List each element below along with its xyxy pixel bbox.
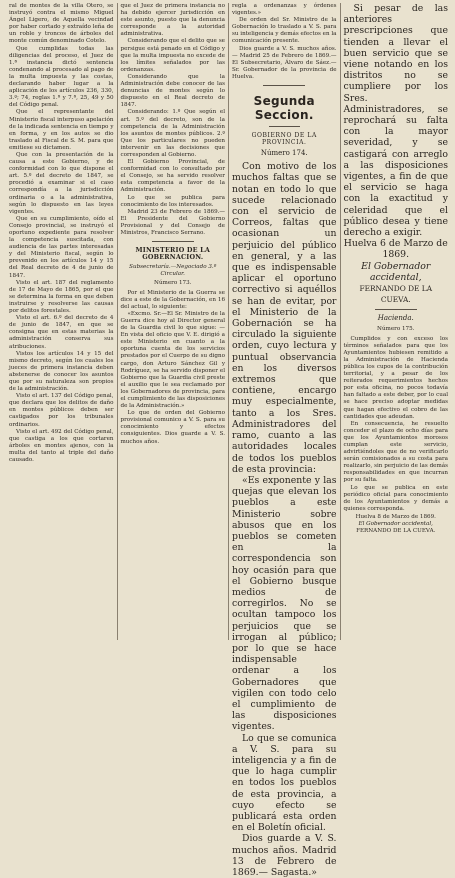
paragraph: regla a ordenanzas y órdenes vigentes.» bbox=[232, 3, 337, 17]
paragraph: Madrid 23 de Febrero de 1869.—El Presidente del Gobierno Provisional y del Consejo de Ministros, Francisco Serrano. bbox=[120, 208, 225, 236]
date-line: Huelva 6 de Marzo de 1869. bbox=[343, 238, 448, 261]
large-type-block bbox=[344, 3, 449, 305]
hacienda-heading: Hacienda. bbox=[377, 314, 414, 323]
signature-title: El Gobernador accidental, bbox=[361, 260, 431, 283]
paragraph: Visto el art. 492 del Código penal, que castiga a los que cortaren árboles en montes ajenos, con la multa del tanto al triple del daño causado. bbox=[9, 428, 114, 463]
paragraph: Que el representante del Ministerio fiscal interpuso apelación de la indicada sentencia en tiempo y en forma, y en los autos se dio traslado al Fiscal de S. M. para que emitiese su dictamen. bbox=[9, 109, 114, 151]
divider bbox=[375, 309, 417, 310]
paragraph: Lo que se comunica a V. S. para su inteligencia y a fin de que lo haga cumplir en todos los pueblos de esta provincia, a cuyo efecto se publicará esta orden en el Boletín oficial. bbox=[232, 732, 337, 834]
paragraph: que el Juez de primera instancia no ha debido ejercer jurisdicción en este asunto, puesto que la denuncia corresponde a la autoridad administrativa. bbox=[120, 3, 225, 38]
column-3 bbox=[228, 3, 340, 878]
paragraph: Visto el art. 6.º del decreto de 4 de junio de 1847, en que se consigna que en estas materias la administración conserva sus atribuciones. bbox=[9, 315, 114, 350]
paragraph: Lo que de orden del Gobierno provisional comunico a V. S. para su conocimiento y efectos consiguientes. Dios guarde a V. S. muchos años. bbox=[120, 410, 225, 445]
paragraph: Lo que se publica para conocimiento de los interesados. bbox=[120, 194, 225, 208]
circular-label: Circular. bbox=[160, 271, 185, 278]
paragraph: Que cumplidas todas las diligencias del proceso, el Juez de 1.ª instancia dictó sentencia condenando al procesado al pago de la multa impuesta y las costas, declarando haber lugar a la aplicación de los artículos 236, 330, 3.º; 74, reglas 1.ª y 7.ª, 25, 49 y 50 del Código penal. bbox=[9, 45, 114, 109]
paragraph: De orden del Sr. Ministro de la Gobernación lo traslado a V. S. para su inteligencia y demás efectos en la comunicación presente. bbox=[232, 17, 337, 45]
section-heading: Segunda Seccion. bbox=[253, 94, 315, 123]
paragraph: Que con la presentación de la causa a este Gobierno, y de conformidad con lo que dispone el art. 5.º del decreto de 1847, se procedió a examinar si el caso correspondía a la jurisdicción ordinaria o a la administrativa, según lo dispuesto en las leyes vigentes. bbox=[9, 151, 114, 215]
divider bbox=[269, 126, 300, 127]
notice-number: Número 173. bbox=[154, 280, 192, 287]
paragraph: ral de montes de la villa Otero, se instruyó contra el mismo Miguel Ángel Ligero, de Aquella vecindad por haber cortado y extraído leña de un roble y troncos de árboles del monte común denominado Cotelo. bbox=[9, 3, 114, 45]
paragraph: Considerando: 1.º Que según el art. 5.º del decreto, son de la competencia de la Administración los asuntos de montes públicos. 2.º Que los particulares no pueden intervenir en las decisiones que corresponden al Gobierno. bbox=[120, 109, 225, 158]
notice-number: Número 174. bbox=[260, 149, 308, 158]
ministry-heading: MINISTERIO DE LA GOBERNACION. bbox=[135, 246, 211, 262]
paragraph: Dios guarde a V. S. muchos años.— Madrid 25 de Febrero de 1869.—El Subsecretario, Álvaro de Sáez.—Sr. Gobernador de la provincia de Huelva. bbox=[232, 45, 337, 80]
signature-name: FERNANDO DE LA CUEVA. bbox=[359, 284, 433, 305]
large-type-block bbox=[232, 149, 337, 878]
paragraph: El Gobierno Provincial, de conformidad con lo consultado por el Consejo, se ha servido resolver esta competencia a favor de la Administración. bbox=[120, 159, 225, 194]
signature-title: El Gobernador accidental, bbox=[358, 521, 433, 528]
paragraph: Lo que se publica en este periódico oficial para conocimiento de los Ayuntamientos y demás a quienes corresponda. bbox=[343, 484, 448, 512]
signature-name: FERNANDO DE LA CUEVA. bbox=[356, 528, 436, 535]
divider bbox=[152, 241, 194, 242]
column-2 bbox=[117, 3, 229, 640]
paragraph: Con motivo de los muchos faltas que se notan en todo lo que sucede relacionado con el servicio de Correos, faltas que ocasionan un perjuicio del público en general, y a las que es indispensable aplicar el oportuno correctivo si aquéllos se han de evitar, por el Ministerio de la Gobernación se ha circulado la siguiente orden, cuyo lectura y puntual observancia en los diversos extremos que contiene, encargo muy especialmente, tanto a los Sres. Administradores del ramo, cuanto a las autoridades locales de todos los pueblos de esta provincia: bbox=[232, 161, 337, 475]
government-heading: GOBIERNO DE LA PROVINCIA. bbox=[251, 132, 317, 147]
paragraph: Visto el art. 187 del reglamento de 17 de Mayo de 1865, por el que se determina la forma en que deben instruirse y resolverse las causas por delitos forestales. bbox=[9, 279, 114, 315]
subsecretaria-line: Subsecretaría.—Negociado 3.º bbox=[129, 264, 217, 271]
paragraph: Considerando que la Administración debe conocer de las denuncias de montes según lo dispuesto en el Real decreto de 1847. bbox=[120, 73, 225, 109]
paragraph: En consecuencia, he resuelto conceder el plazo de ocho días para que los Ayuntamientos morosos cumplan este servicio, advirtiéndoles que de no verificarlo serán comisionados a su costa para realizarlo, sin perjuicio de las demás responsabilidades en que incurran por su falta. bbox=[343, 420, 448, 484]
paragraph: Si pesar de las anteriores prescripciones que tienden a llevar el buen servicio que se viene notando en los distritos no se cumpliere por los Sres. Administradores, se reprochará su falta con la mayor severidad, y se castigará con arreglo a las disposiciones vigentes, a fin de que el servicio se haga con la exactitud y celeridad que el público desea y tiene derecho a exigir. bbox=[343, 3, 448, 239]
paragraph: Considerando que el delito que se persigue está penado en el Código y que la multa impuesta no excede de los límites señalados por las ordenanzas. bbox=[120, 38, 225, 73]
paragraph: «Es exponente y las quejas que elevan los pueblos a este Ministerio sobre abusos que en los pueblos se cometen en la correspondencia son hoy ocasión para que el Gobierno busque medios de corregirlos. No se ocultan tampoco los perjuicios que se irrogan al público; por lo que se hace indispensable ordenar a los Gobernadores que vigilen con todo celo el cumplimiento de las disposiciones vigentes. bbox=[232, 474, 337, 733]
paragraph: Vistos los artículos 14 y 15 del mismo decreto, según los cuales los jueces de primera instancia deben abstenerse de conocer los asuntos que por su naturaleza son propios de la administración. bbox=[9, 350, 114, 393]
paragraph: «Excmo. Sr.—El Sr. Ministro de la Guerra dice hoy al Director general de la Guardia civil lo que sigue: —En vista del oficio que V. E. dirigió a este Ministerio en cuanto a la oportuna cuenta de los servicios prestados por el Cuerpo de su digno cargo, don Arturo Sánchez Gil y Rodríguez, se ha servido disponer el Gobierno que la Guardia civil preste el auxilio que le sea reclamado por los Gobernadores de provincia, para el cumplimiento de las disposiciones de la Administración.» bbox=[120, 310, 225, 410]
paragraph: Visto el art. 137 del Código penal, que declara que los delitos de daño en montes públicos deben ser castigados por los tribunales ordinarios. bbox=[9, 393, 114, 428]
paragraph: Cumplidos y con exceso los términos señalados para que los Ayuntamientos hubiesen remitido a la Administración de Hacienda pública los cupos de la contribución territorial, y a pesar de los reiterados requerimientos hechos por esta oficina, no pocos todavía han faltado a este deber, por lo cual se hace preciso adoptar medidas que hagan efectivo el cobro de las cantidades que adeudan. bbox=[343, 335, 448, 420]
column-1 bbox=[6, 3, 117, 640]
date-line: Huelva 8 de Marzo de 1869. bbox=[355, 513, 436, 520]
paragraph: Por el Ministerio de la Guerra se dice a este de la Gobernación, en 16 del actual, lo siguiente: bbox=[120, 289, 225, 310]
paragraph: Que en su cumplimiento, oído el Consejo provincial, se instruyó el oportuno expediente para resolver la competencia suscitada, con audiencia de las partes interesadas y del Ministerio fiscal, según lo prevenido en los artículos 14 y 15 del Real decreto de 4 de junio de 1847. bbox=[9, 215, 114, 279]
column-4 bbox=[340, 3, 452, 640]
notice-number: Número 175. bbox=[377, 326, 415, 333]
divider bbox=[263, 85, 305, 86]
paragraph: Dios guarde a V. S. muchos años. Madrid 13 de Febrero de 1869.— Sagasta.» bbox=[232, 833, 337, 878]
